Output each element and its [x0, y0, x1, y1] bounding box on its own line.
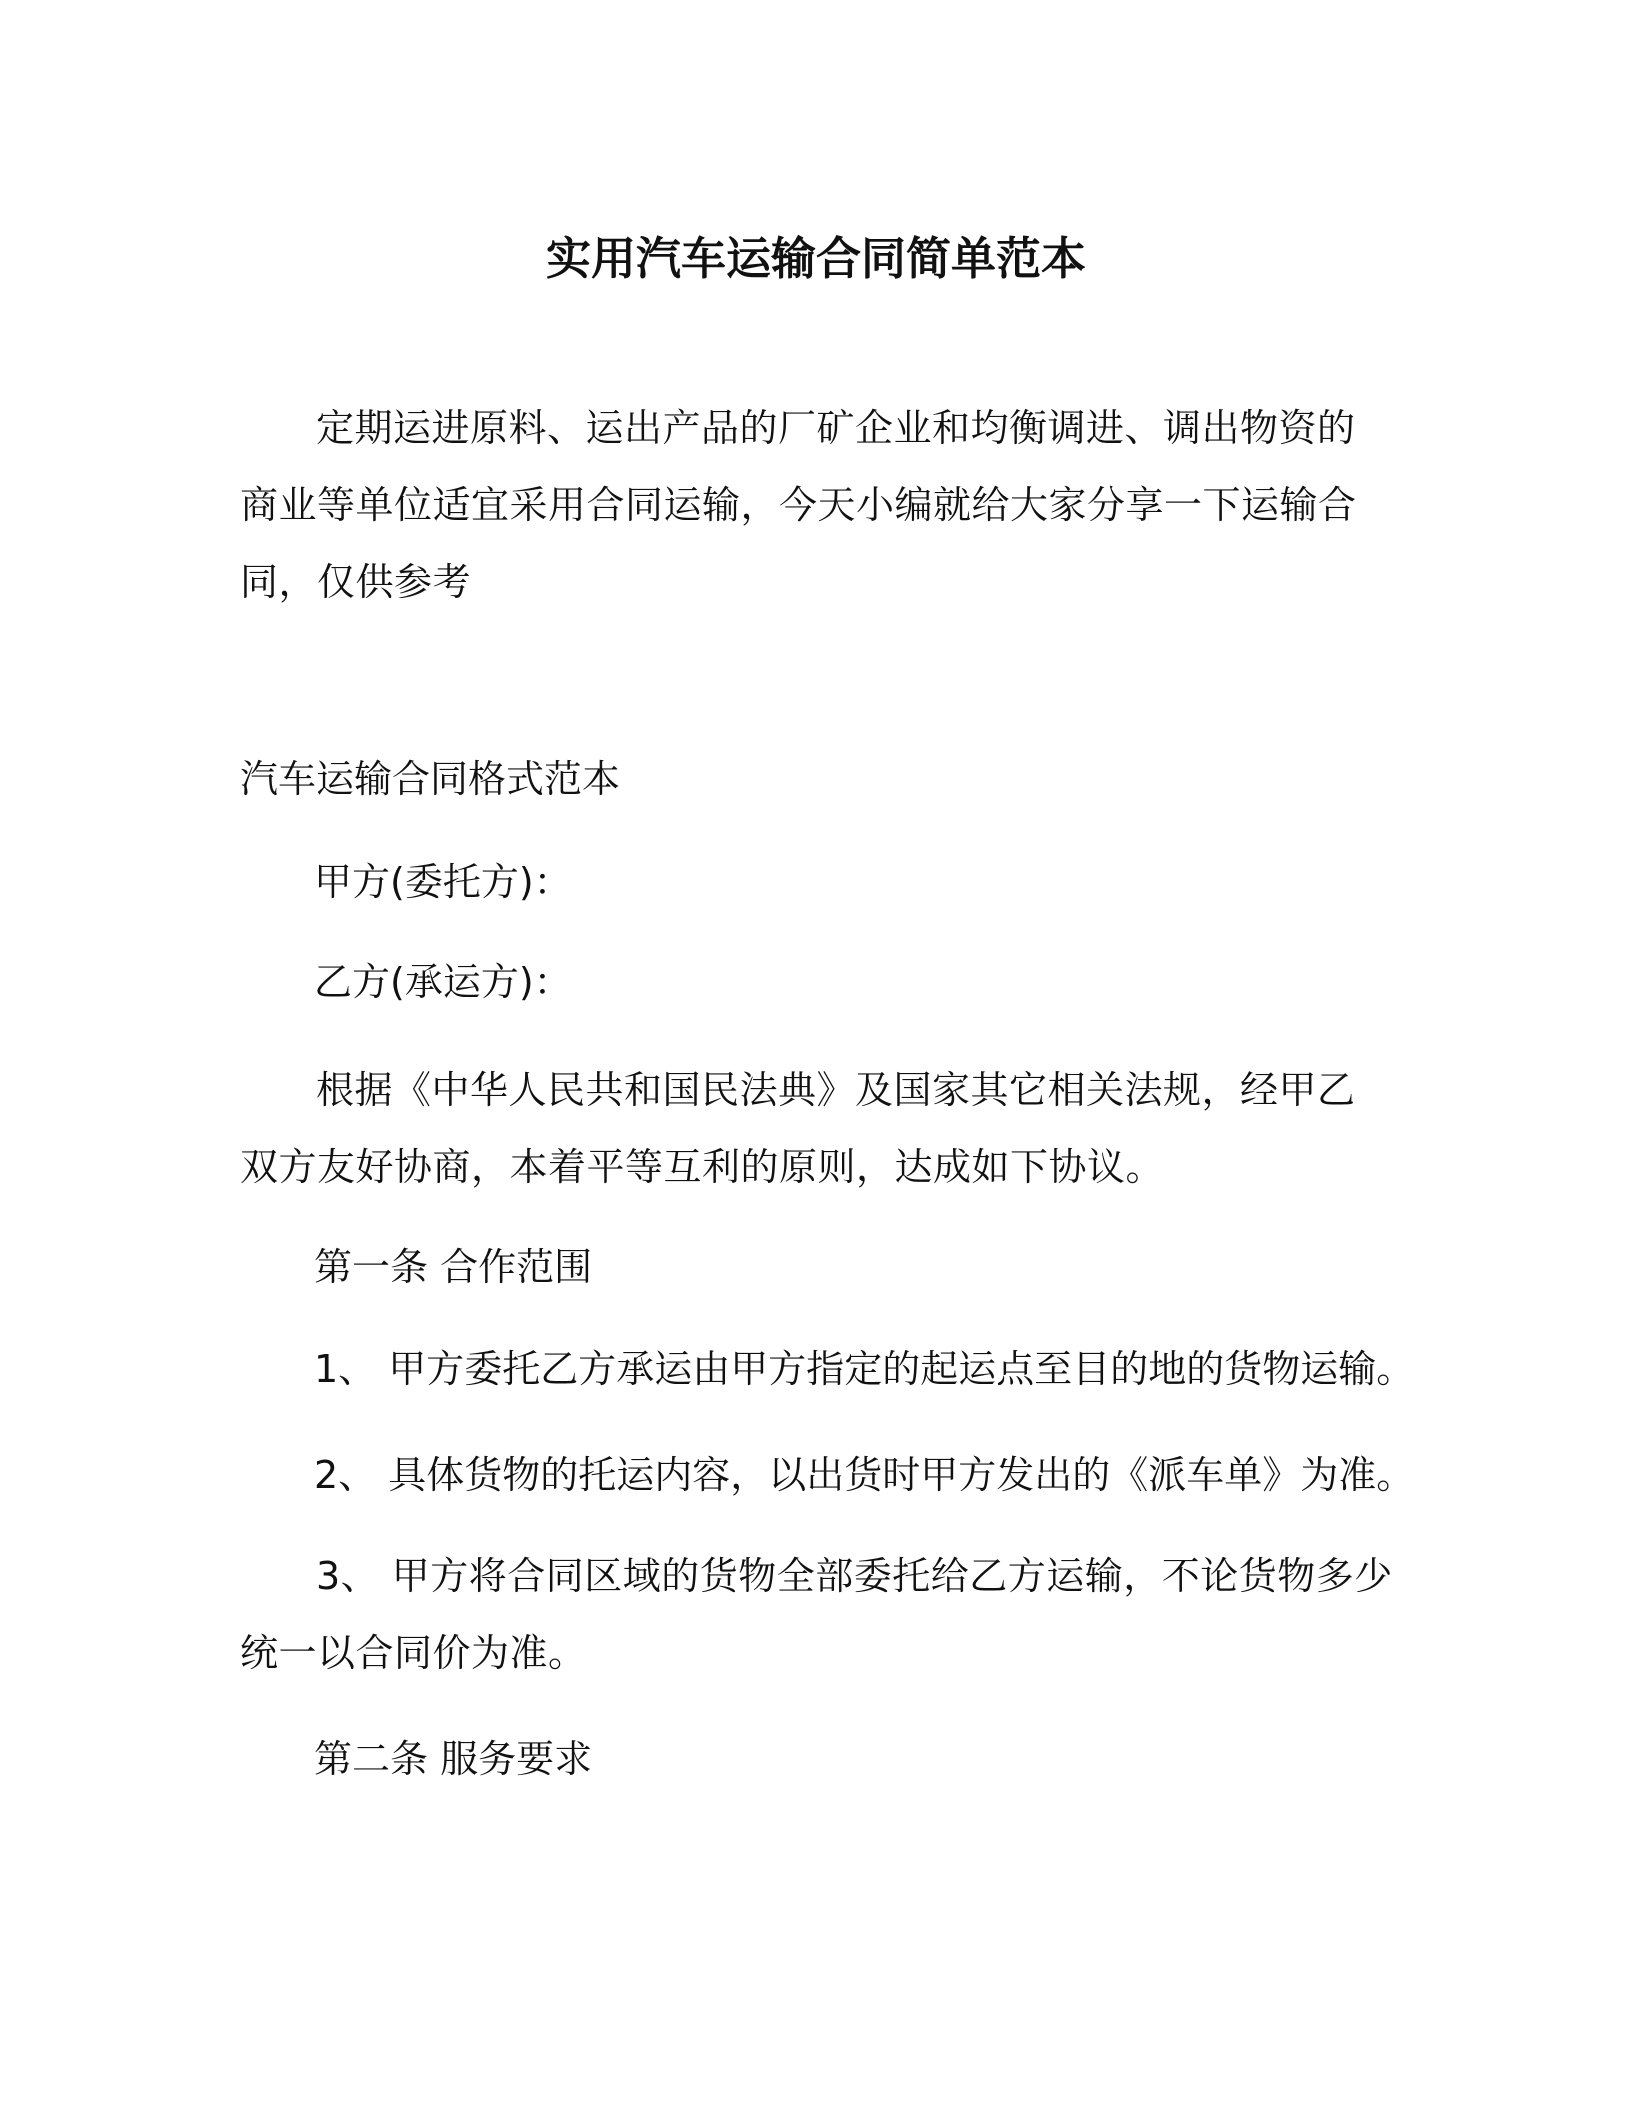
party-b-line: 乙方(承运方)： — [314, 960, 572, 1004]
section-heading: 汽车运输合同格式范本 — [240, 757, 621, 801]
article-1-heading: 第一条 合作范围 — [314, 1245, 593, 1289]
clause-2: 2、 具体货物的托运内容，以出货时甲方发出的《派车单》为准。 — [314, 1453, 1415, 1497]
party-a-line: 甲方(委托方)： — [314, 860, 572, 904]
intro-paragraph: 定期运进原料、运出产品的厂矿企业和均衡调进、调出物资的商业等单位适宜采用合同运输，今天小编就给大家分享一下运输合同，仅供参考 — [240, 406, 1357, 604]
clause-1: 1、 甲方委托乙方承运由甲方指定的起运点至目的地的货物运输。 — [314, 1347, 1415, 1391]
clause-3: 3、 甲方将合同区域的货物全部委托给乙方运输，不论货物多少统一以合同价为准。 — [240, 1554, 1393, 1675]
document-title: 实用汽车运输合同简单范本 — [545, 232, 1086, 285]
preamble-paragraph: 根据《中华人民共和国民法典》及国家其它相关法规，经甲乙双方友好协商，本着平等互利的原则，达成如下协议。 — [240, 1068, 1356, 1189]
article-2-heading: 第二条 服务要求 — [314, 1737, 593, 1781]
